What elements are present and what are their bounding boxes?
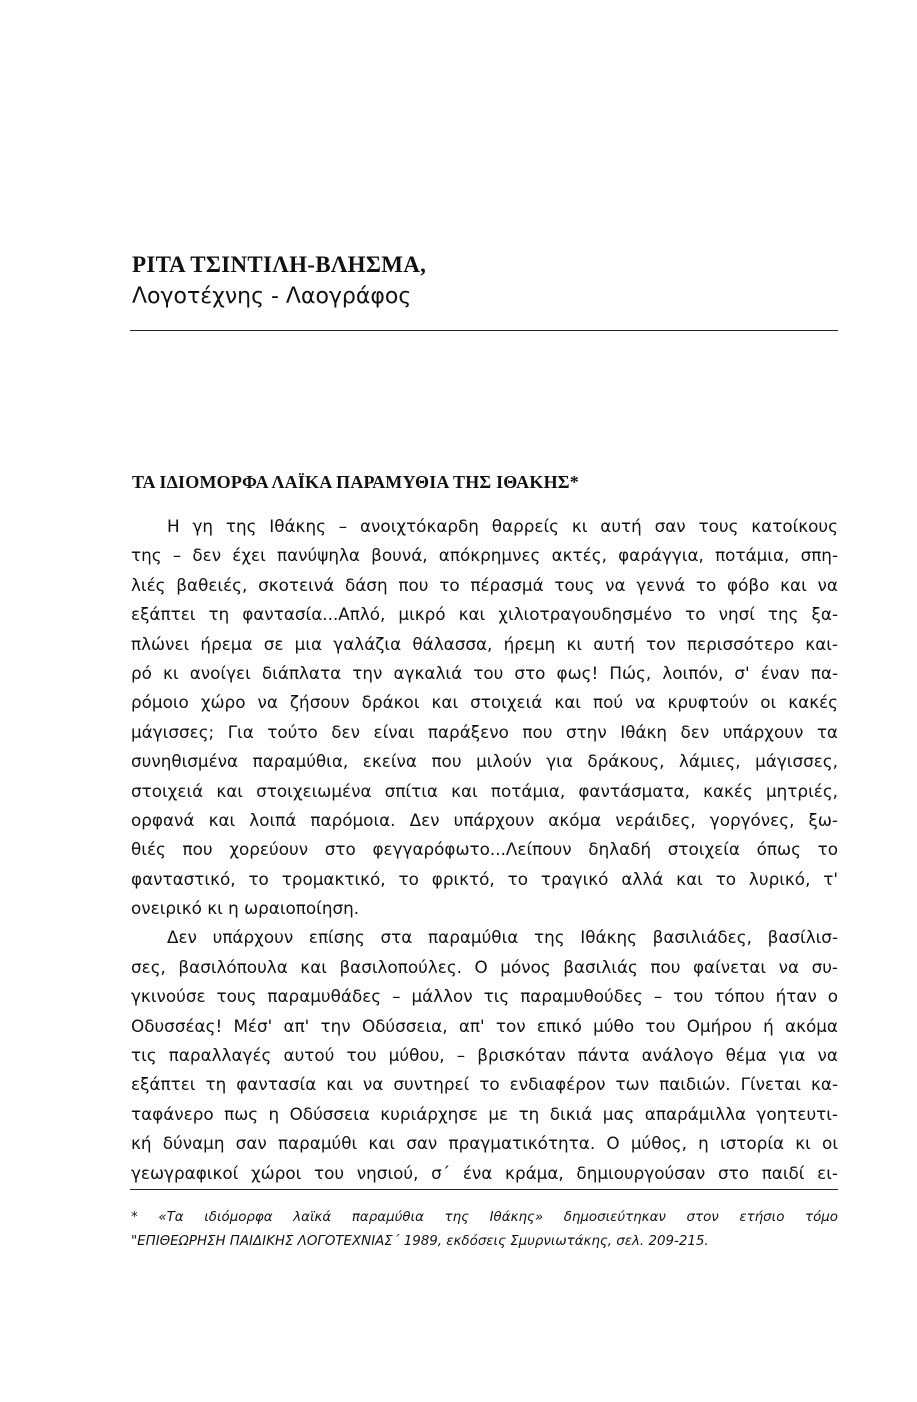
text-line: μάγισσες; Για τούτο δεν είναι παράξενο που στην Ιθάκη δεν υπάρχουν τα — [131, 721, 838, 742]
text-line: ταφάνερο πως η Οδύσσεια κυριάρχησε με τη δικιά μας απαράμιλλα γοητευτι- — [131, 1103, 838, 1124]
footnote-divider — [130, 1189, 838, 1190]
text-line: σες, βασιλόπουλα και βασιλοπούλες. Ο μόνος βασιλιάς που φαίνεται να συ- — [131, 956, 838, 977]
text-line: γεωγραφικοί χώροι του νησιού, σ΄ ένα κράμα, δημιουργούσαν στο παιδί ει- — [131, 1162, 838, 1183]
header-divider — [130, 330, 838, 331]
text-line: στοιχειά και στοιχειωμένα σπίτια και ποτάμια, φαντάσματα, κακές μητριές, — [131, 780, 838, 801]
article-body — [131, 512, 838, 1188]
text-line: γκινούσε τους παραμυθάδες – μάλλον τις παραμυθούδες – του τόπου ήταν ο — [131, 986, 838, 1007]
text-line: ρό κι ανοίγει διάπλατα την αγκαλιά του στο φως! Πώς, λοιπόν, σ' έναν πα- — [131, 662, 838, 683]
text-line: Η γη της Ιθάκης – ανοιχτόκαρδη θαρρείς κι αυτή σαν τους κατοίκους — [167, 516, 838, 536]
article-title: ΤΑ ΙΔΙΟΜΟΡΦΑ ΛΑΪΚΑ ΠΑΡΑΜΥΘΙΑ ΤΗΣ ΙΘΑΚΗΣ* — [132, 472, 579, 492]
text-line: της – δεν έχει πανύψηλα βουνά, απόκρημνες ακτές, φαράγγια, ποτάμια, σπη- — [131, 545, 838, 566]
text-line: φανταστικό, το τρομακτικό, το φρικτό, το τραγικό αλλά και το λυρικό, τ' — [131, 868, 838, 889]
footnote-line: "ΕΠΙΘΕΩΡΗΣΗ ΠΑΙΔΙΚΗΣ ΛΟΓΟΤΕΧΝΙΑΣ΄ 1989, εκδόσεις Σμυρνιωτάκης, σελ. 209-215. — [131, 1234, 709, 1249]
footnote-line: * «Τα ιδιόμορφα λαϊκά παραμύθια της Ιθάκης» δημοσιεύτηκαν στον ετήσιο τόμο — [131, 1210, 838, 1225]
text-line: λιές βαθειές, σκοτεινά δάση που το πέρασμά τους να γεννά το φόβο και να — [131, 574, 838, 595]
text-line: εξάπτει τη φαντασία και να συντηρεί το ενδιαφέρον των παιδιών. Γίνεται κα- — [131, 1074, 838, 1095]
text-line: κή δύναμη σαν παραμύθι και σαν πραγματικότητα. Ο μύθος, η ιστορία κι οι — [131, 1133, 838, 1154]
text-line: Δεν υπάρχουν επίσης στα παραμύθια της Ιθάκης βασιλιάδες, βασίλισ- — [167, 927, 838, 948]
text-line: ονειρικό κι η ωραιοποίηση. — [131, 898, 360, 919]
author-role: Λογοτέχνης - Λαογράφος — [132, 284, 412, 309]
text-line: Οδυσσέας! Μέσ' απ' την Οδύσσεια, απ' τον επικό μύθο του Ομήρου ή ακόμα — [131, 1015, 838, 1036]
paragraph-2 — [131, 923, 838, 1188]
text-line: πλώνει ήρεμα σε μια γαλάζια θάλασσα, ήρεμη κι αυτή τον περισσότερο και- — [131, 633, 838, 654]
text-line: εξάπτει τη φαντασία...Απλό, μικρό και χιλιοτραγουδησμένο το νησί της ξα- — [131, 604, 838, 625]
author-name: ΡΙΤΑ ΤΣΙΝΤΙΛΗ-ΒΛΗΣΜΑ, — [132, 252, 427, 277]
text-line: συνηθισμένα παραμύθια, εκείνα που μιλούν για δράκους, λάμιες, μάγισσες, — [131, 751, 838, 772]
text-line: ρόμοιο χώρο να ζήσουν δράκοι και στοιχειά και πού να κρυφτούν οι κακές — [131, 692, 838, 713]
footnote — [131, 1206, 838, 1254]
text-line: τις παραλλαγές αυτού του μύθου, – βρισκόταν πάντα ανάλογο θέμα για να — [131, 1045, 838, 1066]
paragraph-1 — [131, 512, 838, 923]
text-line: ορφανά και λοιπά παρόμοια. Δεν υπάρχουν ακόμα νεράιδες, γοργόνες, ξω- — [131, 809, 838, 830]
text-line: θιές που χορεύουν στο φεγγαρόφωτο...Λείπουν δηλαδή στοιχεία όπως το — [131, 839, 838, 860]
